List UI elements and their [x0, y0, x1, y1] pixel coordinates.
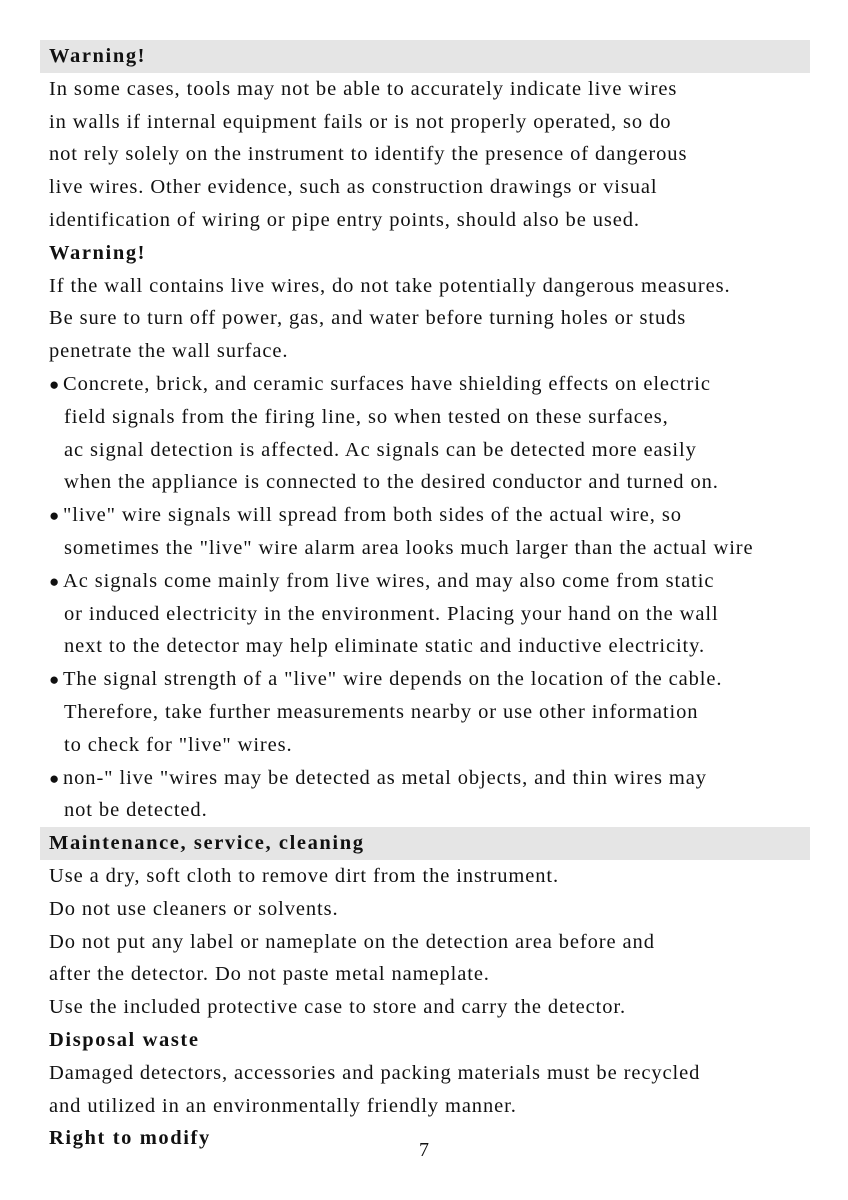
- bullet-item-first-line: [40, 762, 810, 795]
- bullet-continuation: next to the detector may help eliminate static and inductive electricity.: [64, 635, 706, 658]
- disposal-heading: Disposal waste: [49, 1028, 200, 1051]
- bullet-text: Ac signals come mainly from live wires, and may also come from static: [63, 569, 715, 592]
- manual-page: [40, 40, 810, 1155]
- bullet-continuation: when the appliance is connected to the desired conductor and turned on.: [64, 471, 719, 494]
- warning-text-line: Be sure to turn off power, gas, and water before turning holes or studs: [49, 307, 687, 330]
- bullet-continuation: not be detected.: [64, 799, 208, 822]
- bullet-icon: ●: [49, 506, 61, 526]
- page-number: 7: [419, 1139, 429, 1161]
- warning-text-line: in walls if internal equipment fails or is not properly operated, so do: [49, 110, 672, 133]
- warning-text-line: not rely solely on the instrument to identify the presence of dangerous: [49, 143, 688, 166]
- warning-heading: Warning!: [40, 40, 810, 73]
- bullet-icon: ●: [49, 571, 61, 591]
- bullet-continuation: ac signal detection is affected. Ac signals can be detected more easily: [64, 438, 697, 461]
- maintenance-text-line: Use the included protective case to store and carry the detector.: [49, 996, 627, 1019]
- bullet-item-first-line: [40, 663, 810, 696]
- bullet-icon: ●: [49, 768, 61, 788]
- disposal-text-line: and utilized in an environmentally friendly manner.: [49, 1094, 517, 1117]
- bullet-text: non-" live "wires may be detected as metal objects, and thin wires may: [63, 766, 707, 789]
- right-to-modify-heading: Right to modify: [49, 1127, 211, 1150]
- warning-heading-2: Warning!: [49, 241, 147, 264]
- bullet-continuation: field signals from the firing line, so when tested on these surfaces,: [64, 405, 669, 428]
- bullet-continuation: or induced electricity in the environment. Placing your hand on the wall: [64, 602, 719, 625]
- warning-text-line: In some cases, tools may not be able to accurately indicate live wires: [49, 77, 678, 100]
- bullet-text: Concrete, brick, and ceramic surfaces have shielding effects on electric: [63, 372, 711, 395]
- maintenance-text-line: Use a dry, soft cloth to remove dirt from the instrument.: [49, 864, 559, 887]
- warning-text-line: If the wall contains live wires, do not take potentially dangerous measures.: [49, 274, 731, 297]
- maintenance-text-line: Do not put any label or nameplate on the detection area before and: [49, 930, 655, 953]
- bullet-text: The signal strength of a "live" wire depends on the location of the cable.: [63, 668, 723, 691]
- bullet-icon: ●: [49, 670, 61, 690]
- bullet-item-first-line: [40, 368, 810, 401]
- bullet-continuation: Therefore, take further measurements nearby or use other information: [64, 700, 699, 723]
- bullet-item-first-line: [40, 499, 810, 532]
- maintenance-heading: Maintenance, service, cleaning: [40, 827, 810, 860]
- disposal-text-line: Damaged detectors, accessories and packing materials must be recycled: [49, 1061, 701, 1084]
- warning-text-line: penetrate the wall surface.: [49, 340, 289, 363]
- warning-text-line: live wires. Other evidence, such as construction drawings or visual: [49, 176, 658, 199]
- warning-text-line: identification of wiring or pipe entry points, should also be used.: [49, 208, 640, 231]
- maintenance-text-line: after the detector. Do not paste metal nameplate.: [49, 963, 490, 986]
- bullet-text: "live" wire signals will spread from both sides of the actual wire, so: [63, 504, 682, 527]
- bullet-icon: ●: [49, 374, 61, 394]
- bullet-continuation: to check for "live" wires.: [64, 733, 293, 756]
- bullet-continuation: sometimes the "live" wire alarm area looks much larger than the actual wire: [64, 536, 754, 559]
- bullet-item-first-line: [40, 565, 810, 598]
- maintenance-text-line: Do not use cleaners or solvents.: [49, 897, 339, 920]
